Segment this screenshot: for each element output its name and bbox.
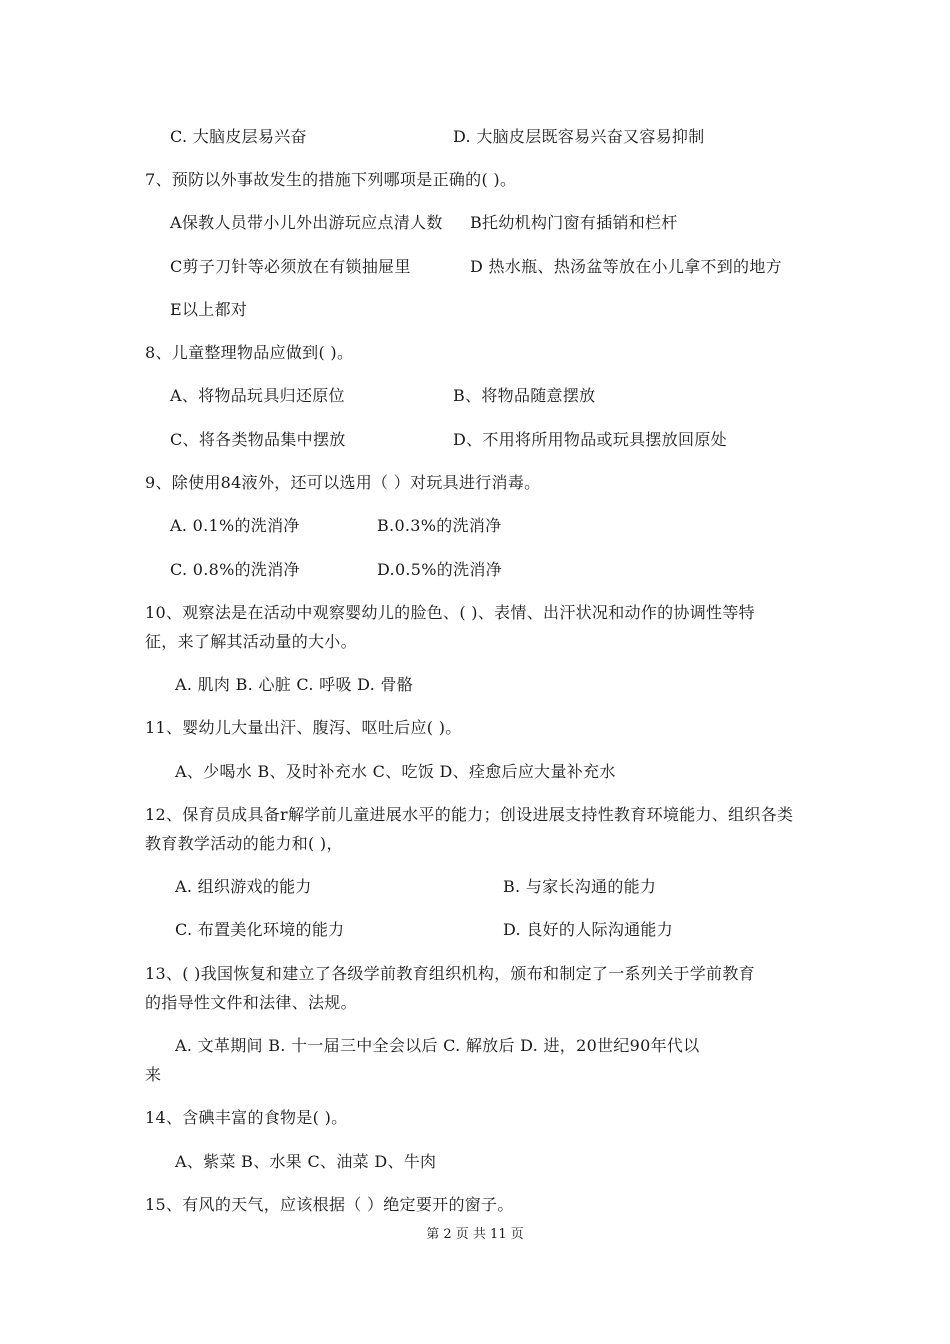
text-line: C. 0.8%的洗消净 [170, 560, 300, 579]
text-line: 来 [145, 1065, 162, 1084]
text-line: 10、观察法是在活动中观察婴幼儿的脸色、( )、表情、出汗状况和动作的协调性等特 [145, 603, 755, 622]
text-line: 12、保育员成具备r解学前儿童进展水平的能力；创设进展支持性教育环境能力、组织各类 [145, 805, 794, 824]
text-line: D、不用将所用物品或玩具摆放回原处 [453, 430, 727, 449]
text-line: C. 大脑皮层易兴奋 [170, 127, 307, 146]
text-line: C. 布置美化环境的能力 [175, 920, 345, 939]
text-line: E以上都对 [170, 300, 248, 319]
text-line: 14、含碘丰富的食物是( )。 [145, 1108, 348, 1127]
text-line: A、将物品玩具归还原位 [170, 386, 345, 405]
text-line: 的指导性文件和法律、法规。 [145, 993, 357, 1012]
text-line: D 热水瓶、热汤盆等放在小儿拿不到的地方 [470, 257, 782, 276]
text-line: B. 与家长沟通的能力 [503, 877, 657, 896]
text-line: 教育教学活动的能力和( )， [145, 834, 343, 853]
text-line: 征，来了解其活动量的大小。 [145, 632, 357, 651]
text-line: 13、( )我国恢复和建立了各级学前教育组织机构，颁布和制定了一系列关于学前教育 [145, 964, 755, 983]
text-line: B托幼机构门窗有插销和栏杆 [470, 213, 678, 232]
text-line: A、紫菜 B、水果 C、油菜 D、牛肉 [175, 1152, 437, 1171]
text-line: 8、儿童整理物品应做到( )。 [145, 343, 354, 362]
text-line: A. 文革期间 B. 十一届三中全会以后 C. 解放后 D. 进，20世纪90年代以 [175, 1036, 700, 1055]
page-footer: 第 2 页 共 11 页 [426, 1227, 524, 1242]
text-line: A. 组织游戏的能力 [175, 877, 312, 896]
text-line: D. 良好的人际沟通能力 [503, 920, 674, 939]
text-line: 15、有风的天气，应该根据（ ）绝定要开的窗子。 [145, 1195, 514, 1214]
text-line: A、少喝水 B、及时补充水 C、吃饭 D、痊愈后应大量补充水 [175, 762, 616, 781]
text-line: A. 肌肉 B. 心脏 C. 呼吸 D. 骨骼 [175, 675, 414, 694]
text-line: C剪子刀针等必须放在有锁抽屉里 [170, 257, 411, 276]
text-line: 9、除使用84液外，还可以选用（ ）对玩具进行消毒。 [145, 473, 541, 492]
text-line: 7、预防以外事故发生的措施下列哪项是正确的( )。 [145, 170, 517, 189]
text-line: C、将各类物品集中摆放 [170, 430, 346, 449]
text-line: D. 大脑皮层既容易兴奋又容易抑制 [453, 127, 705, 146]
text-line: B.0.3%的洗消净 [377, 516, 502, 535]
text-line: B、将物品随意摆放 [453, 386, 596, 405]
text-line: A保教人员带小儿外出游玩应点清人数 [170, 213, 443, 232]
text-line: A. 0.1%的洗消净 [170, 516, 300, 535]
text-line: 11、婴幼儿大量出汗、腹泻、呕吐后应( )。 [145, 718, 462, 737]
text-line: D.0.5%的洗消净 [377, 560, 502, 579]
